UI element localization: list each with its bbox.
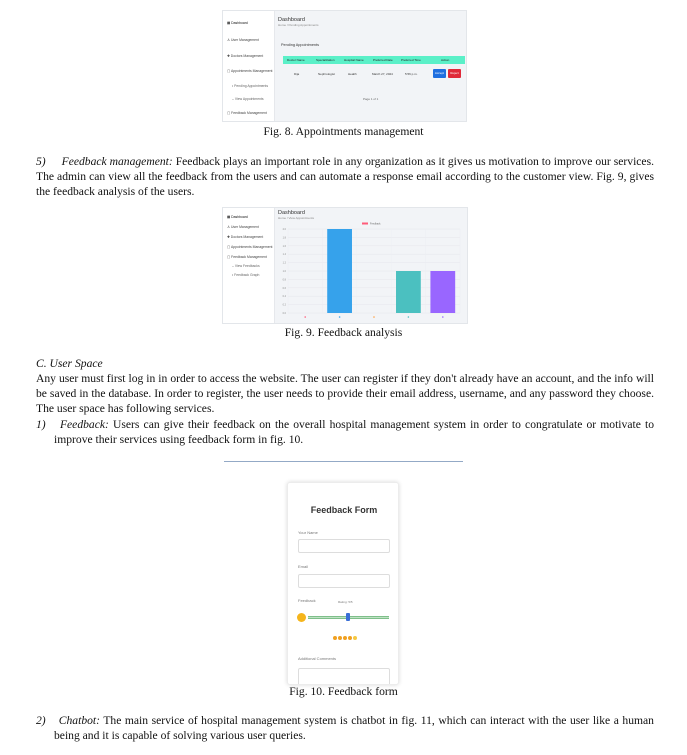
fig8-sidebar: [223, 11, 275, 121]
y-tick-label: 0.0: [282, 312, 286, 315]
para2-label: 2): [36, 714, 46, 727]
fig9-sidebar: [223, 208, 275, 323]
fig8-page-title: Dashboard: [278, 17, 305, 23]
emoji-rating-row: [333, 636, 357, 640]
fig8-breadcrumb: Home / Pending Appointments: [278, 23, 319, 27]
fig8-sidebar-pending[interactable]: • Pending Appointments: [232, 84, 269, 88]
para1-title: Feedback:: [59, 418, 109, 431]
legend-swatch: [362, 223, 368, 225]
th-spec: Specialization: [316, 58, 335, 62]
figure-10-feedback-form: [287, 482, 399, 685]
emoji-4-icon[interactable]: [348, 636, 352, 640]
comments-label: Additional Comments: [298, 656, 337, 661]
fig9-page-title: Dashboard: [278, 210, 305, 216]
legend-label: Feedback: [370, 222, 381, 226]
para2-title: Chatbot:: [58, 714, 100, 727]
th-action: Action: [441, 58, 450, 62]
fig8-sidebar-appointments[interactable]: ▢ Appointments Management: [227, 69, 273, 73]
cell-time: 5:56 p.m.: [405, 72, 418, 76]
fig8-pager[interactable]: Page 1 of 1: [363, 97, 379, 101]
chart-bar: [396, 271, 421, 313]
x-category-marker: [304, 316, 306, 318]
y-tick-label: 0.6: [282, 286, 286, 290]
reject-button[interactable]: Reject: [448, 69, 461, 78]
fig8-sidebar-dashboard[interactable]: ▦ Dashboard: [227, 21, 248, 25]
fig8-sidebar-doctors[interactable]: ✚ Doctors Management: [227, 54, 264, 58]
fig9-sidebar-view-feedbacks[interactable]: – View Feedbacks: [232, 264, 260, 268]
name-input[interactable]: [298, 539, 390, 553]
fig10-caption: Fig. 10. Feedback form: [289, 685, 398, 698]
chart-bar: [430, 271, 455, 313]
figure-9-screenshot: [222, 207, 468, 324]
x-category-marker: [373, 316, 375, 318]
fig9-sidebar-appointments[interactable]: ▢ Appointments Management: [227, 245, 273, 249]
fig8-sidebar-users[interactable]: ♙ User Management: [227, 38, 259, 42]
feedback-form-title: Feedback Form: [310, 505, 378, 515]
fig9-sidebar-feedback[interactable]: ▢ Feedback Management: [227, 255, 267, 259]
emoji-5-icon[interactable]: [353, 636, 357, 640]
fig8-caption: Fig. 8. Appointments management: [263, 125, 424, 138]
y-tick-label: 0.4: [282, 295, 286, 299]
section-c-text: Any user must first log in in order to access the website. The user can register if they don't already have an account, and the info will be saved in the database. In order to register, the user needs to provide their email address, username, and any password they choose. The user space has following services.: [36, 372, 654, 415]
para5-label: 5): [36, 155, 46, 168]
feedback-bar-chart: [278, 221, 464, 322]
slider-handle[interactable]: [346, 613, 350, 621]
cell-hospital: Health: [348, 72, 357, 76]
emoji-1-icon[interactable]: [333, 636, 337, 640]
rating-readout: Rating: 5/5: [338, 600, 353, 604]
divider-line: [224, 461, 463, 462]
fig9-caption: Fig. 9. Feedback analysis: [284, 326, 403, 339]
cell-date: March 27, 2024: [372, 72, 393, 76]
accept-button[interactable]: Accept: [433, 69, 446, 78]
x-category-marker: [408, 316, 410, 318]
comments-textarea[interactable]: [298, 668, 390, 685]
th-doctor: Doctor Name: [287, 58, 305, 62]
y-tick-label: 0.8: [282, 278, 286, 282]
th-hospital: Hospital Name: [344, 58, 364, 62]
cell-doctor: Dija: [294, 72, 300, 76]
y-tick-label: 0.2: [282, 303, 286, 307]
y-tick-label: 2.0: [282, 228, 286, 231]
emoji-3-icon[interactable]: [343, 636, 347, 640]
y-tick-label: 1.4: [282, 253, 286, 257]
cell-spec: Nephrologist: [318, 72, 335, 76]
th-time: Preferred Time: [401, 58, 421, 62]
fig9-sidebar-dashboard[interactable]: ▦ Dashboard: [227, 215, 248, 219]
fig9-breadcrumb: Home / View Appointments: [278, 216, 314, 220]
fig9-sidebar-users[interactable]: ♙ User Management: [227, 225, 259, 229]
y-tick-label: 1.6: [282, 244, 286, 248]
emoji-2-icon[interactable]: [338, 636, 342, 640]
chart-bar: [327, 229, 352, 313]
x-category-marker: [442, 316, 444, 318]
fig9-sidebar-doctors[interactable]: ✚ Doctors Management: [227, 235, 264, 239]
y-tick-label: 1.0: [282, 270, 286, 273]
fig8-sidebar-feedback[interactable]: ▢ Feedback Management: [227, 111, 267, 115]
fig9-sidebar-feedback-graph[interactable]: • Feedback Graph: [232, 273, 260, 277]
section-c-heading: C. User Space: [36, 357, 103, 370]
fig8-sidebar-view[interactable]: – View Appointments: [232, 97, 264, 101]
name-label: Your Name: [298, 530, 318, 535]
feedback-label: Feedback: [298, 598, 316, 603]
email-label: Email: [298, 564, 309, 569]
para1-label: 1): [36, 418, 46, 431]
figure-8-screenshot: [222, 10, 467, 122]
para5-text: Feedback plays an important role in any organization as it gives us motivation to improve our services. The admin can view all the feedback from the users and can automate a response email according to the customer view. Fig. 9, gives the feedback analysis of the users.: [36, 155, 654, 198]
x-category-marker: [339, 316, 341, 318]
para-feedback-management: [36, 154, 654, 199]
para5-title: Feedback management:: [61, 155, 173, 168]
smiley-icon: [297, 613, 306, 622]
para-chatbot: [36, 713, 654, 743]
fig8-table: [283, 56, 465, 101]
email-input[interactable]: [298, 574, 390, 588]
fig8-section-title: Pending Appointments: [281, 43, 319, 47]
y-tick-label: 1.2: [282, 261, 286, 265]
th-date: Preferred Date: [373, 58, 393, 62]
y-tick-label: 1.8: [282, 236, 286, 240]
para-feedback: [36, 417, 654, 447]
para2-text: The main service of hospital management system is chatbot in fig. 11, which can interact with the user like a human being and it is capable of solving various user queries.: [54, 714, 654, 742]
para1-text: Users can give their feedback on the overall hospital management system in order to congratulate or motivate to improve their services using feedback form in fig. 10.: [54, 418, 654, 446]
